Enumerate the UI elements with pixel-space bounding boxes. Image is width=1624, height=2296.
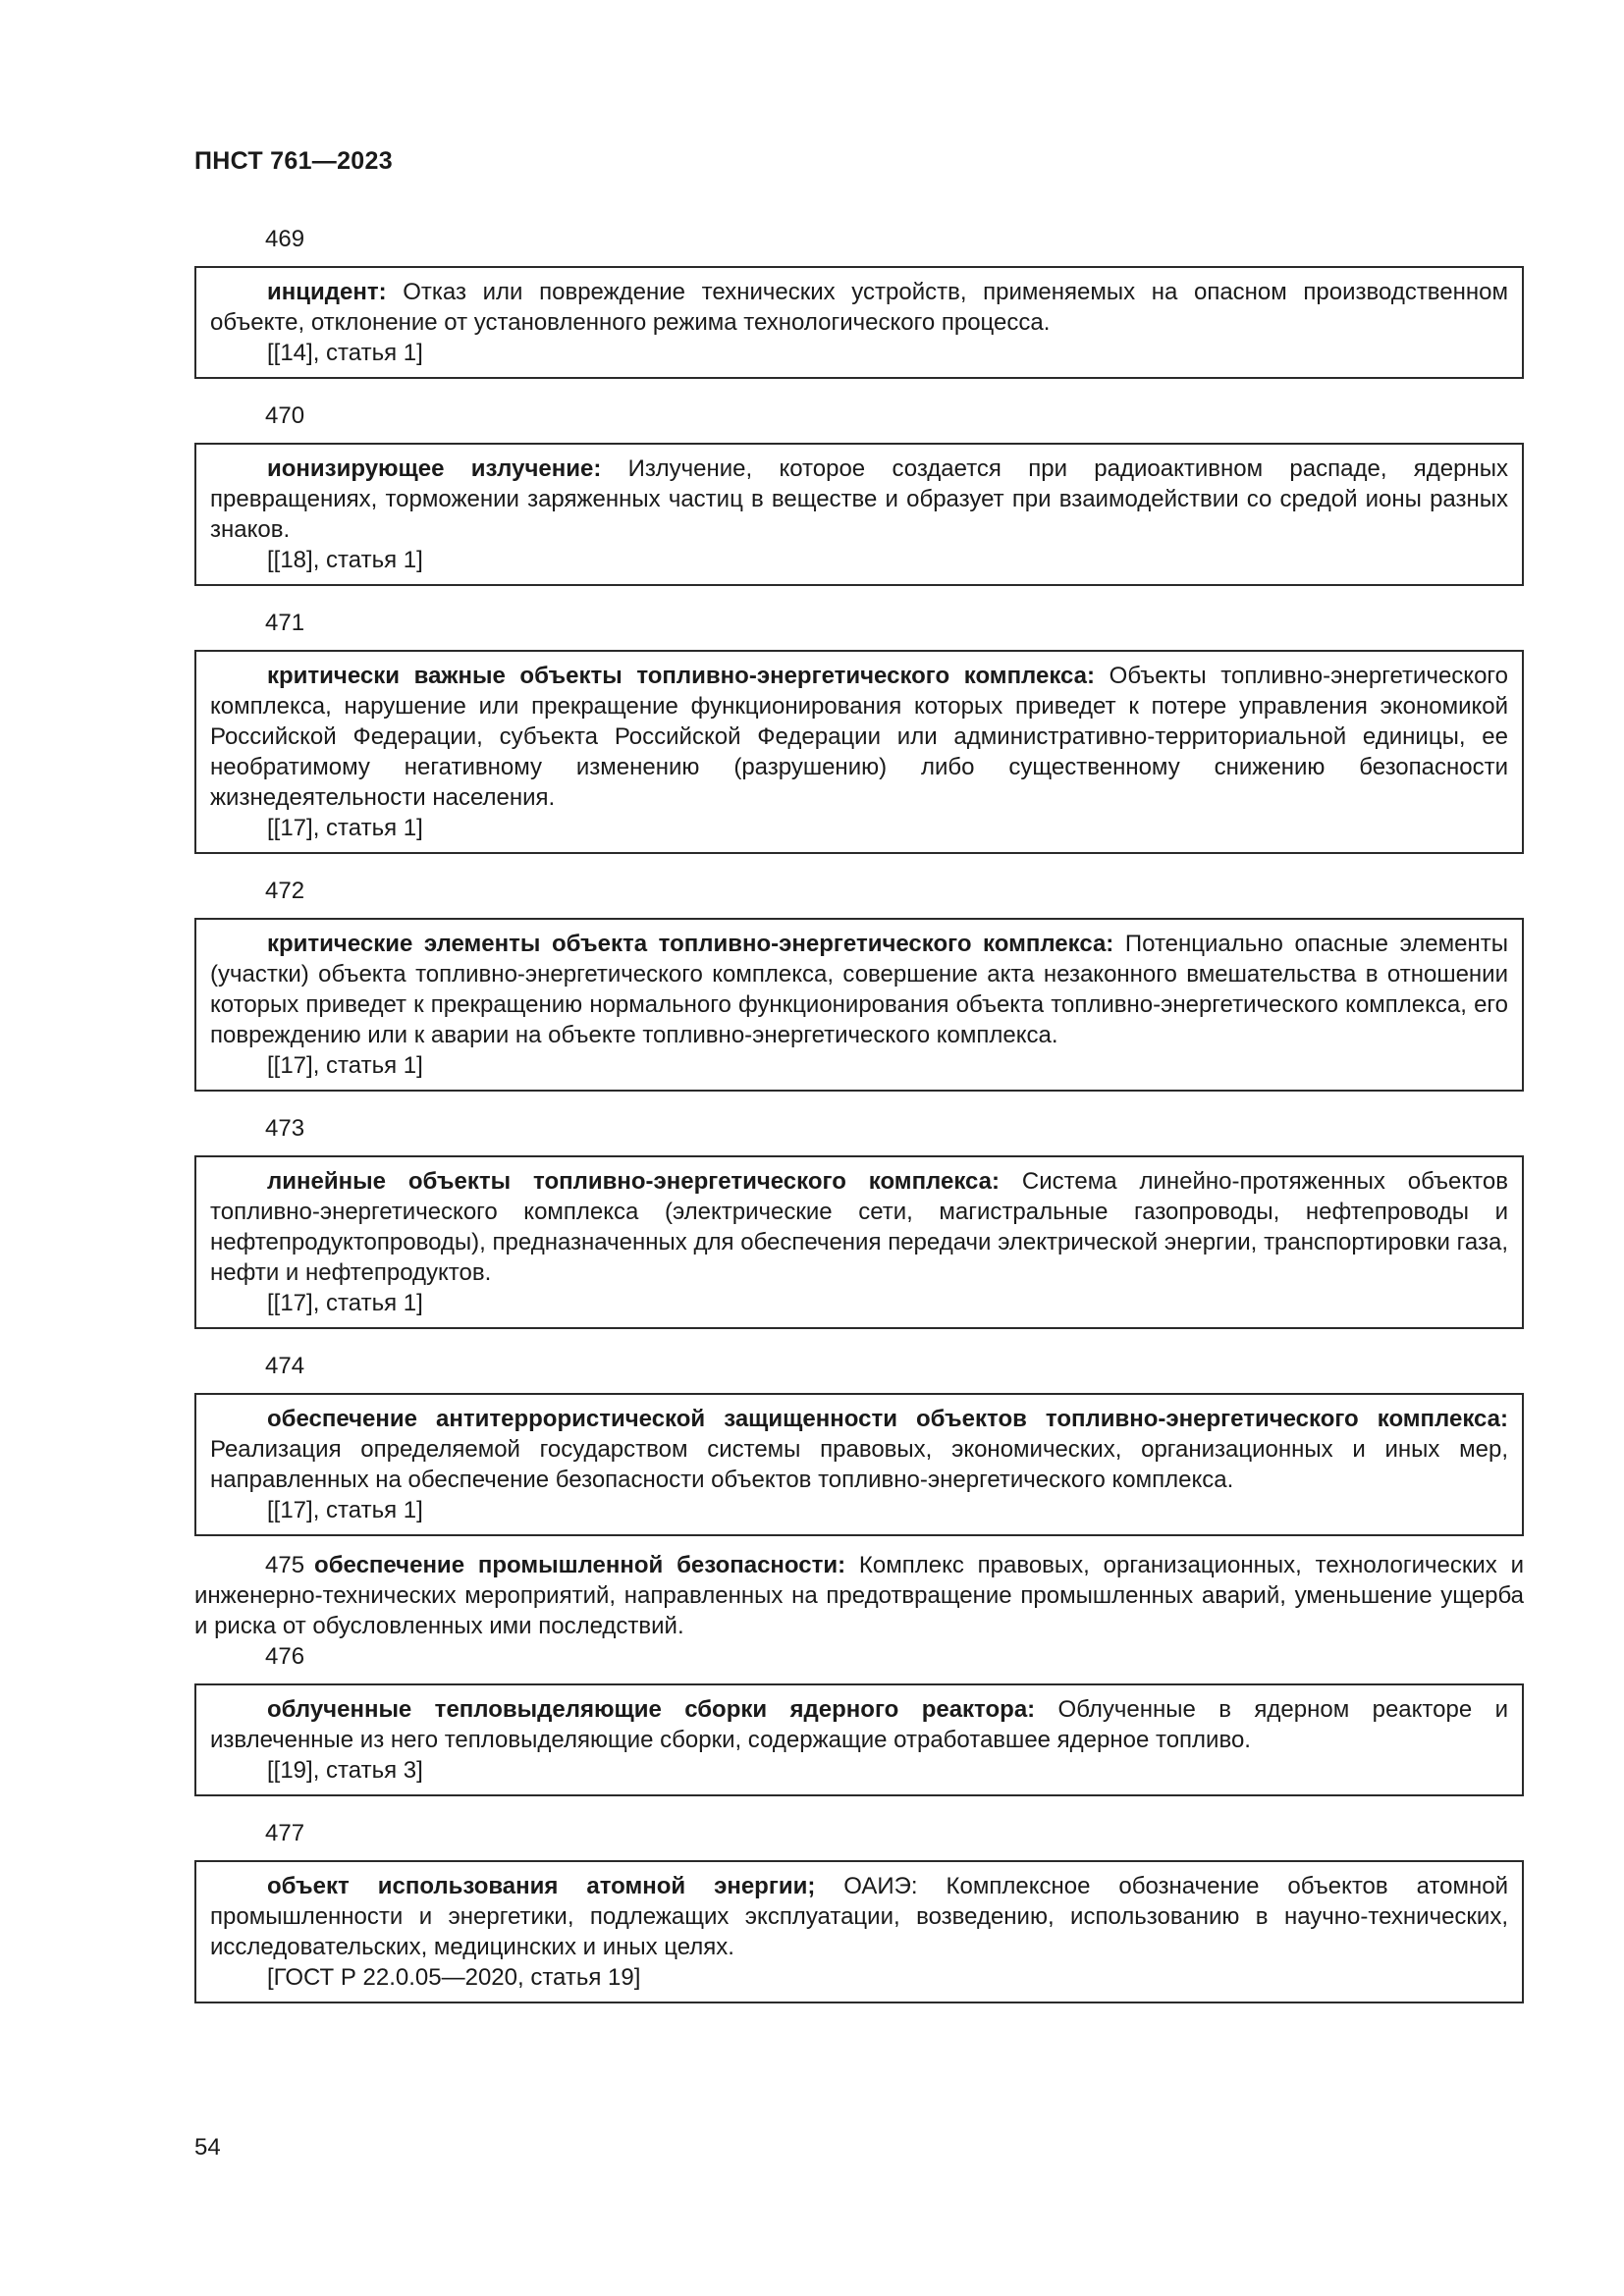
term-definition	[210, 1694, 1508, 1755]
definition-text: Комплекс правовых, организационных, технологических и инженерно-технических мероприятий, направленных на предотвращение промышленных аварий, уменьшение ущерба и риска от обусловленных ими последствий.	[194, 1552, 1524, 1639]
entry-number: 476	[265, 1643, 305, 1670]
term-source: [[18], статья 1]	[267, 547, 423, 573]
entry-number: 475	[265, 1552, 305, 1578]
entry-number: 473	[265, 1115, 305, 1142]
term-source: [[14], статья 1]	[267, 340, 423, 366]
definition-text: Объекты топливно-энергетического комплекса, нарушение или прекращение функционирования которых приведет к потере управления экономикой Российской Федерации, субъекта Российской Федерации или административно-территориальной единицы, ее необратимому негативному изменению (разрушению) либо существенному снижению безопасности жизнедеятельности населения.	[210, 663, 1508, 811]
definition-text: Облученные в ядерном реакторе и извлеченные из него тепловыделяющие сборки, содержащие отработавшее ядерное топливо.	[210, 1696, 1508, 1753]
term-source: [ГОСТ Р 22.0.05—2020, статья 19]	[267, 1964, 641, 1991]
entry-number: 472	[265, 878, 305, 904]
term-name: обеспечение промышленной безопасности:	[314, 1552, 846, 1578]
term-source: [[17], статья 1]	[267, 1497, 423, 1523]
entry-number: 469	[265, 226, 305, 252]
term-box	[194, 266, 1524, 379]
term-definition	[210, 1166, 1508, 1288]
term-definition	[210, 1404, 1508, 1495]
definition-text: Система линейно-протяженных объектов топливно-энергетического комплекса (электрические сети, магистральные газопроводы, нефтепроводы и нефтепродуктопроводы), предназначенных для обеспечения передачи электрической энергии, транспортировки газа, нефти и нефтепродуктов.	[210, 1168, 1508, 1286]
term-name: объект использования атомной энергии;	[267, 1873, 816, 1899]
term-definition	[210, 1871, 1508, 1962]
definition-text: Излучение, которое создается при радиоактивном распаде, ядерных превращениях, торможении заряженных частиц в веществе и образует при взаимодействии со средой ионы разных знаков.	[210, 455, 1508, 543]
entry-number: 474	[265, 1353, 305, 1379]
definition-text: Потенциально опасные элементы (участки) объекта топливно-энергетического комплекса, совершение акта незаконного вмешательства в отношении которых приведет к прекращению нормального функционирования объекта топливно-энергетического комплекса, его повреждению или к аварии на объекте топливно-энергетического комплекса.	[210, 931, 1508, 1048]
term-name: линейные объекты топливно-энергетического комплекса:	[267, 1168, 1001, 1195]
term-definition	[194, 1550, 1524, 1641]
term-name: обеспечение антитеррористической защищенности объектов топливно-энергетического комплекса:	[267, 1406, 1508, 1432]
term-box	[194, 650, 1524, 854]
term-definition	[210, 454, 1508, 545]
term-definition	[210, 277, 1508, 338]
term-name: инцидент:	[267, 279, 387, 305]
term-source: [[17], статья 1]	[267, 815, 423, 841]
plain-term-entry	[194, 1550, 1524, 1641]
term-box	[194, 918, 1524, 1092]
term-name: облученные тепловыделяющие сборки ядерного реактора:	[267, 1696, 1036, 1723]
term-box	[194, 1860, 1524, 2003]
document-code: ПНСТ 761—2023	[194, 147, 393, 175]
term-box	[194, 443, 1524, 586]
term-box	[194, 1155, 1524, 1329]
terms-list	[194, 224, 1524, 2025]
entry-number: 477	[265, 1820, 305, 1846]
definition-text: Отказ или повреждение технических устройств, применяемых на опасном производственном объекте, отклонение от установленного режима технологического процесса.	[210, 279, 1508, 336]
term-definition	[210, 661, 1508, 813]
definition-text: Реализация определяемой государством системы правовых, экономических, организационных и иных мер, направленных на обеспечение безопасности объектов топливно-энергетического комплекса.	[210, 1436, 1508, 1493]
term-name: ионизирующее излучение:	[267, 455, 602, 482]
definition-text: ОАИЭ: Комплексное обозначение объектов атомной промышленности и энергетики, подлежащих эксплуатации, возведению, использованию в научно-технических, исследовательских, медицинских и иных целях.	[210, 1873, 1508, 1960]
page-number: 54	[194, 2134, 221, 2161]
term-box	[194, 1683, 1524, 1796]
term-definition	[210, 929, 1508, 1050]
term-source: [[19], статья 3]	[267, 1757, 423, 1784]
term-source: [[17], статья 1]	[267, 1290, 423, 1316]
term-source: [[17], статья 1]	[267, 1052, 423, 1079]
term-name: критически важные объекты топливно-энергетического комплекса:	[267, 663, 1096, 689]
entry-number: 471	[265, 610, 305, 636]
term-box	[194, 1393, 1524, 1536]
term-name: критические элементы объекта топливно-энергетического комплекса:	[267, 931, 1114, 957]
entry-number: 470	[265, 402, 305, 429]
